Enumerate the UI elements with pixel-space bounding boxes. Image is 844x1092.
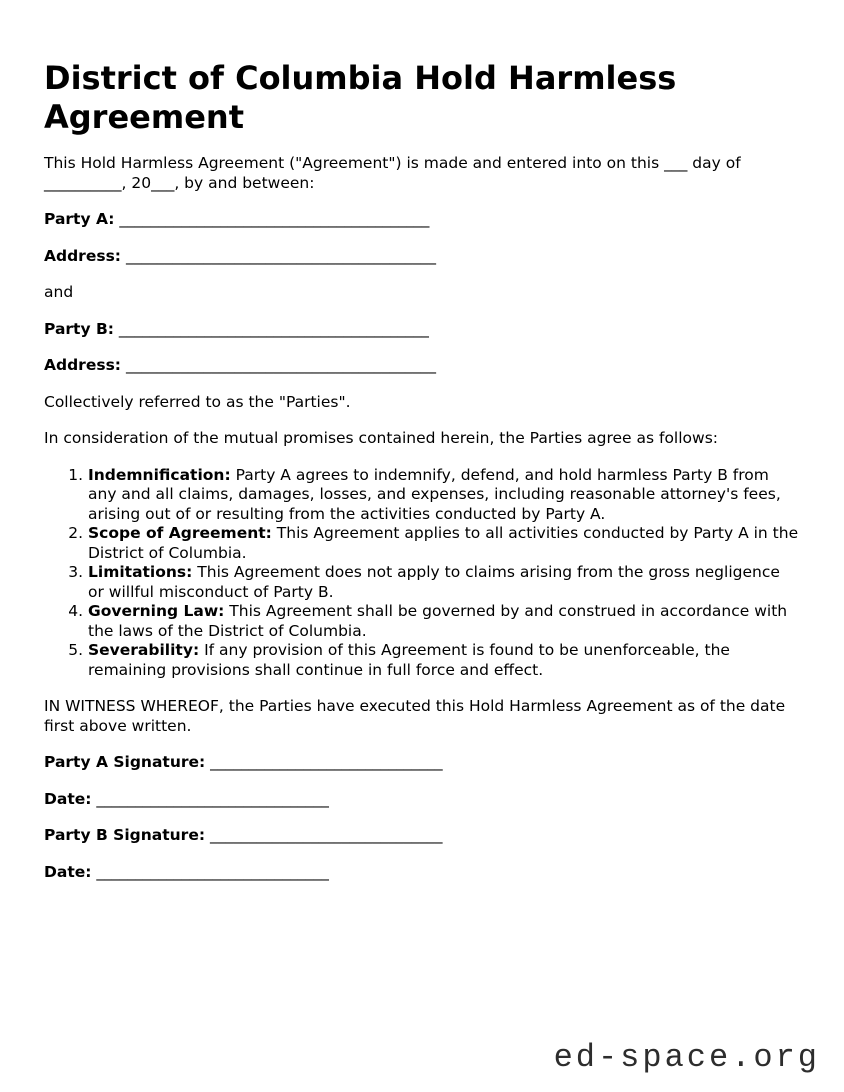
party-a-field: [44, 210, 800, 230]
clause-severability: [88, 641, 800, 680]
party-b-date-field: [44, 863, 800, 883]
party-b-signature-blank-line: ______________________________: [209, 826, 443, 844]
intro-paragraph: This Hold Harmless Agreement ("Agreement") is made and entered into on this ___ day of __________, 20___, by and between:: [44, 154, 741, 192]
clause-scope-of-agreement: [88, 524, 800, 563]
party-a-blank-line: ________________________________________: [119, 210, 430, 228]
party-b-address-field: [44, 356, 800, 376]
document-title: District of Columbia Hold Harmless Agreement: [44, 59, 677, 136]
collective-reference-line: Collectively referred to as the "Parties".: [44, 392, 351, 411]
clause-limitations: [88, 563, 800, 602]
party-b-date-blank-line: ______________________________: [96, 862, 329, 881]
site-watermark: ed-space.org: [553, 1039, 820, 1076]
clause-severability-text: If any provision of this Agreement is found to be unenforceable, the remaining provisions shall continue in full force and effect.: [88, 641, 730, 679]
party-b-signature-field: [44, 826, 800, 846]
connector-text: and: [44, 283, 74, 301]
party-a-label: Party A:: [44, 210, 115, 228]
clause-governing-law-term: Governing Law:: [88, 602, 225, 620]
clause-limitations-text: This Agreement does not apply to claims arising from the gross negligence or willful misconduct of Party B.: [88, 563, 780, 601]
party-b-date-label: Date:: [44, 862, 92, 881]
party-a-address-label: Address:: [44, 246, 121, 265]
clause-scope-of-agreement-term: Scope of Agreement:: [88, 524, 272, 542]
clause-limitations-term: Limitations:: [88, 563, 193, 581]
clauses-list: [44, 466, 800, 681]
party-a-signature-label: Party A Signature:: [44, 753, 206, 771]
consideration-line: In consideration of the mutual promises contained herein, the Parties agree as follows:: [44, 429, 718, 447]
party-a-address-blank-line: ________________________________________: [125, 246, 436, 265]
clause-indemnification-text: Party A agrees to indemnify, defend, and hold harmless Party B from any and all claims, damages, losses, and expenses, including reasonable attorney's fees, arising out of or resulting from the activities conducted by Party A.: [88, 465, 781, 523]
party-a-date-blank-line: ______________________________: [96, 789, 329, 808]
party-b-field: [44, 320, 800, 340]
party-b-label: Party B:: [44, 319, 114, 338]
party-b-signature-label: Party B Signature:: [44, 826, 206, 844]
clause-governing-law: [88, 602, 800, 641]
clause-indemnification: [88, 466, 800, 525]
clause-scope-of-agreement-text: This Agreement applies to all activities conducted by Party A in the District of Columbia.: [88, 524, 799, 562]
party-b-blank-line: ________________________________________: [118, 319, 429, 338]
witness-clause: IN WITNESS WHEREOF, the Parties have executed this Hold Harmless Agreement as of the date first above written.: [44, 697, 786, 735]
party-a-address-field: [44, 247, 800, 267]
party-a-date-label: Date:: [44, 789, 92, 808]
clause-indemnification-term: Indemnification:: [88, 465, 231, 484]
party-b-address-blank-line: ________________________________________: [125, 356, 436, 374]
party-a-signature-blank-line: ______________________________: [210, 753, 443, 771]
party-b-address-label: Address:: [44, 356, 121, 374]
clause-severability-term: Severability:: [88, 641, 200, 659]
party-a-date-field: [44, 790, 800, 810]
clause-governing-law-text: This Agreement shall be governed by and construed in accordance with the laws of the District of Columbia.: [88, 602, 788, 640]
party-a-signature-field: [44, 753, 800, 773]
